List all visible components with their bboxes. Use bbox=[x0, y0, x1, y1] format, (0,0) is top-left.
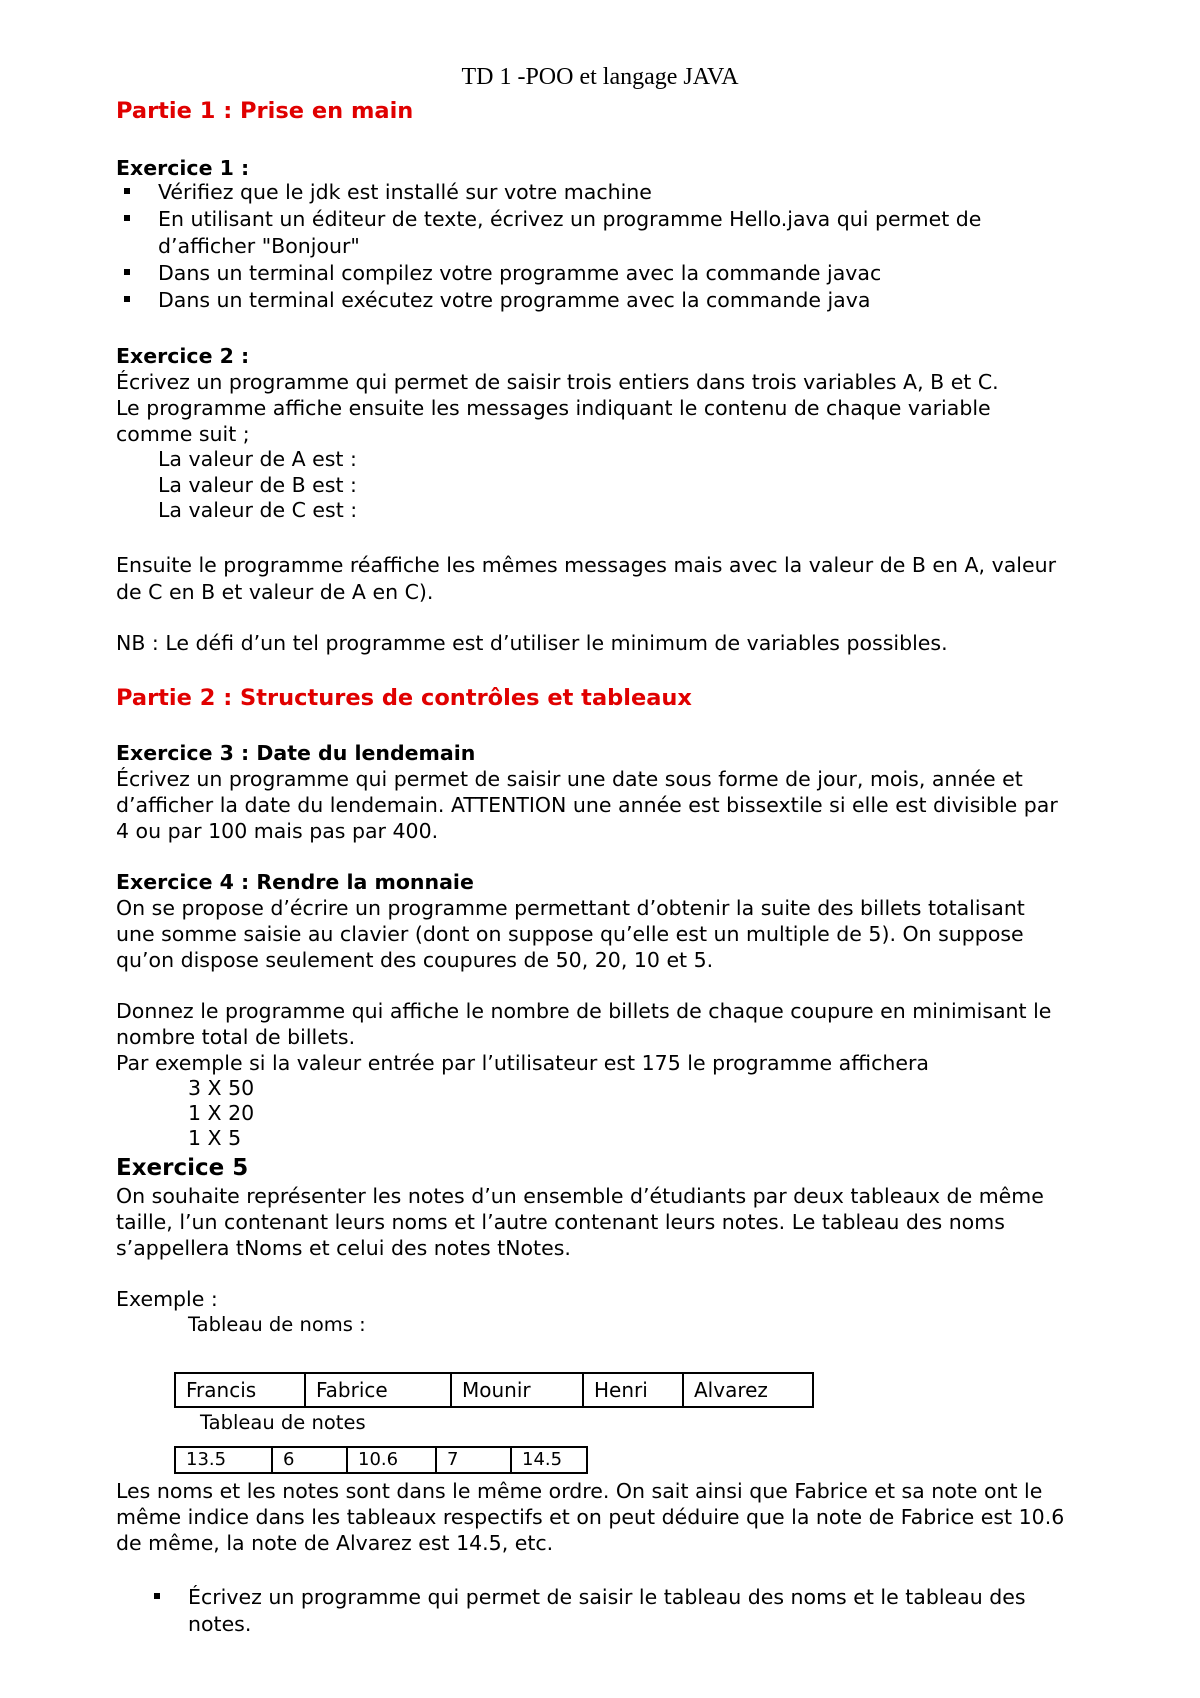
paragraph-line: taille, l’un contenant leurs noms et l’autre contenant leurs notes. Le tableau des noms bbox=[116, 1210, 1005, 1234]
paragraph-line: On se propose d’écrire un programme permettant d’obtenir la suite des billets totalisant bbox=[116, 896, 1025, 920]
table-row bbox=[175, 1373, 813, 1407]
paragraph-line: Donnez le programme qui affiche le nombre de billets de chaque coupure en minimisant le bbox=[116, 999, 1052, 1023]
tableau-noms-label: Tableau de noms : bbox=[188, 1313, 366, 1336]
tableau-notes-label: Tableau de notes bbox=[200, 1411, 366, 1434]
document-page: TD 1 -POO et langage JAVA Partie 1 : Prise en main Exercice 1 : Vérifiez que le jdk est installé sur votre machine En utilisant un éditeur de texte, écrivez un programme Hello.java qui permet de d’afficher "Bonjour" Dans un terminal compilez votre programme avec la commande javac Dans un terminal exécutez votre programme avec la commande java Exercice 2 : Écrivez un programme qui permet de saisir trois entiers dans trois variables A, B et C. Le programme affiche ensuite les messages indiquant le contenu de chaque variable comme suit ; La valeur de A est : La valeur de B est : La valeur de C est : Ensuite le programme réaffiche les mêmes messages mais avec la valeur de B en A, valeur de C en B et valeur de A en C). NB : Le défi d’un tel programme est d’utiliser le minimum de variables possibles. Partie 2 : Structures de contrôles et tableaux Exercice 3 : Date du lendemain Écrivez un programme qui permet de saisir une date sous forme de jour, mois, année et d’afficher la date du lendemain. ATTENTION une année est bissextile si elle est divisible par 4 ou par 100 mais pas par 400. Exercice 4 : Rendre la monnaie On se propose d’écrire un programme permettant d’obtenir la suite des billets totalisant une somme saisie au clavier (dont on suppose qu’elle est un multiple de 5). On suppose qu’on dispose seulement des coupures de 50, 20, 10 et 5. Donnez le programme qui affiche le nombre de billets de chaque coupure en minimisant le nombre total de billets. Par exemple si la valeur entrée par l’utilisateur est 175 le programme affichera 3 X 50 1 X 20 1 X 5 Exercice 5 On souhaite représenter les notes d’un ensemble d’étudiants par deux tableaux de même taille, l’un contenant leurs noms et l’autre contenant leurs notes. Le tableau des noms s’appellera tNoms et celui des notes tNotes. Exemple : Tableau de noms : Francis Fabrice Mounir Henri Alvarez Tableau de notes 13.5 6 10.6 7 14.5 Les noms et les notes sont dans le même ordre. On sait ainsi que Fabrice et sa note ont le même indice dans les tableaux respectifs et on peut déduire que la note de Fabrice est 10.6 de même, la note de Alvarez est 14.5, etc. Écrivez un programme qui permet de saisir le tableau des noms et le tableau des notes. bbox=[0, 0, 1200, 1698]
paragraph-line: Par exemple si la valeur entrée par l’utilisateur est 175 le programme affichera bbox=[116, 1051, 929, 1075]
exercice-2-heading: Exercice 2 : bbox=[116, 344, 250, 368]
tableau-noms bbox=[174, 1372, 814, 1408]
paragraph-line: Ensuite le programme réaffiche les mêmes messages mais avec la valeur de B en A, valeur bbox=[116, 553, 1057, 577]
list-item-continuation: notes. bbox=[188, 1612, 252, 1636]
output-line: 1 X 20 bbox=[188, 1101, 255, 1125]
exercice-1-heading: Exercice 1 : bbox=[116, 156, 250, 180]
value-line-b: La valeur de B est : bbox=[158, 473, 357, 497]
paragraph-line: s’appellera tNoms et celui des notes tNotes. bbox=[116, 1236, 571, 1260]
table-cell: 10.6 bbox=[347, 1447, 436, 1473]
paragraph-line: de même, la note de Alvarez est 14.5, etc. bbox=[116, 1531, 554, 1555]
paragraph-line: Écrivez un programme qui permet de saisir une date sous forme de jour, mois, année et bbox=[116, 767, 1023, 791]
bullet-icon bbox=[154, 1593, 160, 1599]
paragraph-line: comme suit ; bbox=[116, 422, 250, 446]
paragraph-line: qu’on dispose seulement des coupures de 50, 20, 10 et 5. bbox=[116, 948, 714, 972]
table-cell: 6 bbox=[272, 1447, 347, 1473]
table-cell: 14.5 bbox=[511, 1447, 587, 1473]
table-cell: Francis bbox=[175, 1373, 305, 1407]
table-cell: Mounir bbox=[451, 1373, 583, 1407]
partie-2-heading: Partie 2 : Structures de contrôles et tableaux bbox=[116, 685, 692, 711]
table-cell: 7 bbox=[436, 1447, 511, 1473]
paragraph-line: On souhaite représenter les notes d’un ensemble d’étudiants par deux tableaux de même bbox=[116, 1184, 1044, 1208]
paragraph-line: Le programme affiche ensuite les messages indiquant le contenu de chaque variable bbox=[116, 396, 991, 420]
document-title: TD 1 -POO et langage JAVA bbox=[461, 64, 739, 90]
exercice-3-heading: Exercice 3 : Date du lendemain bbox=[116, 741, 476, 765]
exercice-4-heading: Exercice 4 : Rendre la monnaie bbox=[116, 870, 474, 894]
bullet-icon bbox=[124, 215, 130, 221]
tableau-notes bbox=[174, 1446, 588, 1474]
paragraph-line: une somme saisie au clavier (dont on suppose qu’elle est un multiple de 5). On suppose bbox=[116, 922, 1024, 946]
table-cell: Fabrice bbox=[305, 1373, 451, 1407]
list-item-continuation: d’afficher "Bonjour" bbox=[158, 234, 360, 258]
value-line-a: La valeur de A est : bbox=[158, 447, 357, 471]
paragraph-line: même indice dans les tableaux respectifs et on peut déduire que la note de Fabrice est 10.6 bbox=[116, 1505, 1065, 1529]
exercice-5-heading: Exercice 5 bbox=[116, 1155, 249, 1181]
bullet-icon bbox=[124, 269, 130, 275]
paragraph-line: nombre total de billets. bbox=[116, 1025, 356, 1049]
paragraph-line: de C en B et valeur de A en C). bbox=[116, 580, 434, 604]
paragraph-line: Écrivez un programme qui permet de saisir trois entiers dans trois variables A, B et C. bbox=[116, 370, 999, 394]
partie-1-heading: Partie 1 : Prise en main bbox=[116, 98, 414, 124]
table-cell: 13.5 bbox=[175, 1447, 272, 1473]
table-cell: Alvarez bbox=[683, 1373, 813, 1407]
table-cell: Henri bbox=[583, 1373, 683, 1407]
paragraph-line: d’afficher la date du lendemain. ATTENTION une année est bissextile si elle est divisible par bbox=[116, 793, 1058, 817]
value-line-c: La valeur de C est : bbox=[158, 498, 358, 522]
nb-note: NB : Le défi d’un tel programme est d’utiliser le minimum de variables possibles. bbox=[116, 631, 948, 655]
output-line: 1 X 5 bbox=[188, 1126, 242, 1150]
paragraph-line: 4 ou par 100 mais pas par 400. bbox=[116, 819, 439, 843]
table-row bbox=[175, 1447, 587, 1473]
bullet-icon bbox=[124, 188, 130, 194]
exemple-label: Exemple : bbox=[116, 1287, 218, 1311]
output-line: 3 X 50 bbox=[188, 1076, 255, 1100]
bullet-icon bbox=[124, 296, 130, 302]
paragraph-line: Les noms et les notes sont dans le même ordre. On sait ainsi que Fabrice et sa note ont le bbox=[116, 1479, 1043, 1503]
